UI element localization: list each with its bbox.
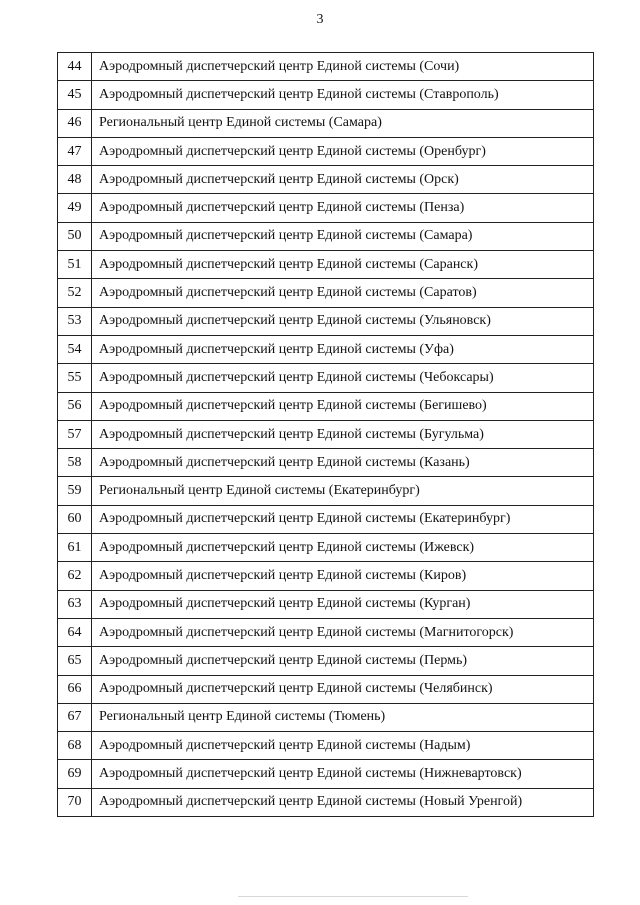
page-bottom-rule: [238, 896, 468, 897]
row-number: 56: [58, 392, 92, 420]
row-number: 59: [58, 477, 92, 505]
row-number: 60: [58, 505, 92, 533]
table-row: [58, 420, 594, 448]
row-name: Аэродромный диспетчерский центр Единой системы (Нижневартовск): [92, 760, 594, 788]
table-row: [58, 53, 594, 81]
table-row: [58, 534, 594, 562]
table-row: [58, 279, 594, 307]
row-name: Аэродромный диспетчерский центр Единой системы (Надым): [92, 732, 594, 760]
page-number: 3: [316, 12, 324, 27]
table-row: [58, 788, 594, 816]
table-row: [58, 81, 594, 109]
table-row: [58, 505, 594, 533]
table-row: [58, 222, 594, 250]
table-row: [58, 562, 594, 590]
row-name: Аэродромный диспетчерский центр Единой системы (Курган): [92, 590, 594, 618]
row-name: Аэродромный диспетчерский центр Единой системы (Екатеринбург): [92, 505, 594, 533]
row-name: Региональный центр Единой системы (Екатеринбург): [92, 477, 594, 505]
row-number: 62: [58, 562, 92, 590]
row-name: Аэродромный диспетчерский центр Единой системы (Саранск): [92, 251, 594, 279]
table-row: [58, 307, 594, 335]
row-number: 49: [58, 194, 92, 222]
row-name: Аэродромный диспетчерский центр Единой системы (Саратов): [92, 279, 594, 307]
table-row: [58, 590, 594, 618]
table-row: [58, 251, 594, 279]
table-row: [58, 392, 594, 420]
row-name: Аэродромный диспетчерский центр Единой системы (Ульяновск): [92, 307, 594, 335]
row-name: Аэродромный диспетчерский центр Единой системы (Магнитогорск): [92, 618, 594, 646]
row-name: Аэродромный диспетчерский центр Единой системы (Казань): [92, 449, 594, 477]
row-number: 68: [58, 732, 92, 760]
row-number: 51: [58, 251, 92, 279]
row-name: Аэродромный диспетчерский центр Единой системы (Пермь): [92, 647, 594, 675]
row-number: 66: [58, 675, 92, 703]
table-row: [58, 194, 594, 222]
registry-table: [57, 52, 594, 817]
table-row: [58, 166, 594, 194]
registry-table-body: [58, 53, 594, 817]
row-number: 69: [58, 760, 92, 788]
table-row: [58, 335, 594, 363]
table-row: [58, 137, 594, 165]
table-row: [58, 647, 594, 675]
row-number: 50: [58, 222, 92, 250]
row-number: 55: [58, 364, 92, 392]
row-number: 65: [58, 647, 92, 675]
row-name: Аэродромный диспетчерский центр Единой системы (Пенза): [92, 194, 594, 222]
table-row: [58, 618, 594, 646]
row-number: 70: [58, 788, 92, 816]
table-row: [58, 703, 594, 731]
row-number: 47: [58, 137, 92, 165]
table-row: [58, 477, 594, 505]
row-name: Аэродромный диспетчерский центр Единой системы (Бугульма): [92, 420, 594, 448]
row-number: 57: [58, 420, 92, 448]
row-name: Аэродромный диспетчерский центр Единой системы (Ставрополь): [92, 81, 594, 109]
table-row: [58, 675, 594, 703]
row-number: 52: [58, 279, 92, 307]
table-row: [58, 364, 594, 392]
row-name: Аэродромный диспетчерский центр Единой системы (Челябинск): [92, 675, 594, 703]
table-row: [58, 109, 594, 137]
row-number: 64: [58, 618, 92, 646]
row-number: 44: [58, 53, 92, 81]
row-number: 58: [58, 449, 92, 477]
row-number: 53: [58, 307, 92, 335]
row-name: Аэродромный диспетчерский центр Единой системы (Новый Уренгой): [92, 788, 594, 816]
row-name: Аэродромный диспетчерский центр Единой системы (Самара): [92, 222, 594, 250]
row-number: 45: [58, 81, 92, 109]
row-name: Аэродромный диспетчерский центр Единой системы (Сочи): [92, 53, 594, 81]
row-name: Аэродромный диспетчерский центр Единой системы (Киров): [92, 562, 594, 590]
row-name: Аэродромный диспетчерский центр Единой системы (Оренбург): [92, 137, 594, 165]
table-row: [58, 732, 594, 760]
row-number: 61: [58, 534, 92, 562]
row-number: 46: [58, 109, 92, 137]
row-name: Аэродромный диспетчерский центр Единой системы (Чебоксары): [92, 364, 594, 392]
row-name: Аэродромный диспетчерский центр Единой системы (Ижевск): [92, 534, 594, 562]
row-name: Региональный центр Единой системы (Самара): [92, 109, 594, 137]
table-row: [58, 449, 594, 477]
row-number: 48: [58, 166, 92, 194]
row-number: 67: [58, 703, 92, 731]
row-name: Аэродромный диспетчерский центр Единой системы (Бегишево): [92, 392, 594, 420]
row-name: Региональный центр Единой системы (Тюмень): [92, 703, 594, 731]
row-name: Аэродромный диспетчерский центр Единой системы (Орск): [92, 166, 594, 194]
row-number: 63: [58, 590, 92, 618]
row-number: 54: [58, 335, 92, 363]
table-row: [58, 760, 594, 788]
row-name: Аэродромный диспетчерский центр Единой системы (Уфа): [92, 335, 594, 363]
